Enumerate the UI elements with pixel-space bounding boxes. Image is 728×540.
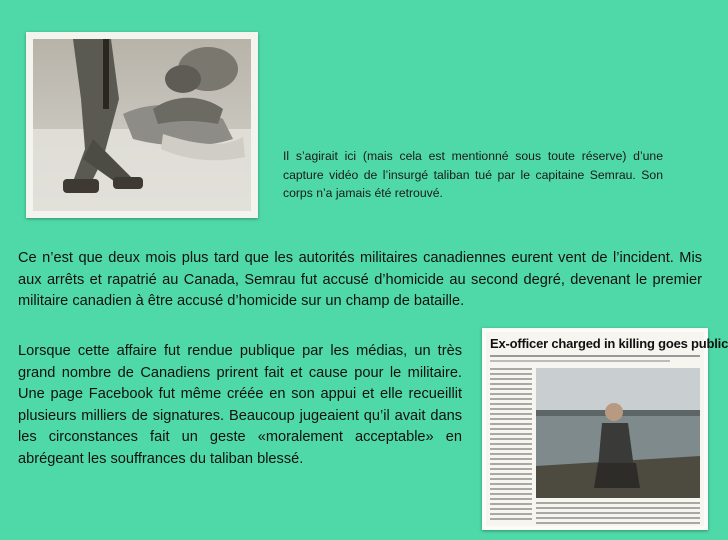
paragraph-incident: Ce n’est que deux mois plus tard que les autorités militaires canadiennes eurent vent de l’incident. Mis aux arrêts et rapatrié au Canada, Semrau fut accusé d’homicide au second degré, devenant le premier militaire canadien à être accusé d’homicide sur un champ de bataille.	[18, 250, 702, 309]
newspaper-clipping	[482, 328, 728, 530]
video-capture-icon	[33, 39, 251, 211]
clipping-text-column	[490, 368, 532, 523]
clipping-rule	[490, 355, 700, 357]
photo-caption: Il s’agirait ici (mais cela est mentionné sous toute réserve) d’une capture vidéo de l’insurgé taliban tué par le capitaine Semrau. Son corps n’a jamais été retrouvé.	[283, 149, 663, 200]
video-capture-photo	[26, 32, 258, 218]
clipping-page	[486, 332, 728, 526]
clipping-headline: Ex-officer charged in killing goes public	[490, 336, 728, 351]
clipping-bottom-text	[536, 502, 700, 527]
clipping-photo-icon	[536, 368, 700, 498]
paragraph-public: Lorsque cette affaire fut rendue publique par les médias, un très grand nombre de Canadiens prirent fait et cause pour le militaire. Une page Facebook fut même créée en son appui et elle recueillit plusieurs milliers de signatures. Beaucoup jugeaient qu’il avait dans les circonstances fait un geste «moralement acceptable» en abrégeant les souffrances du taliban blessé.	[18, 343, 462, 467]
clipping-subhead	[490, 360, 670, 362]
